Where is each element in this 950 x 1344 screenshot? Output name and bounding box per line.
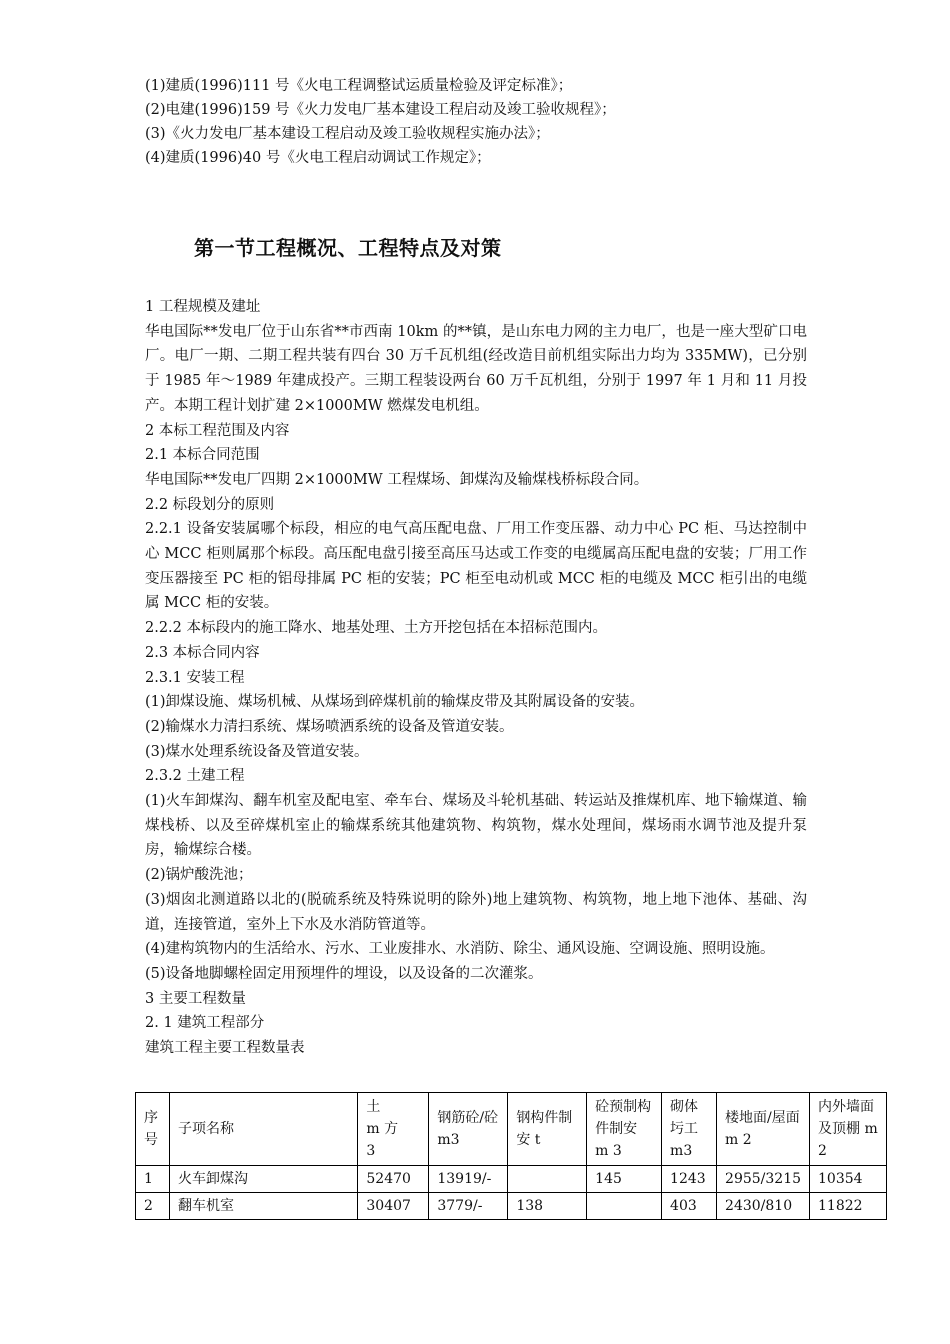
table-cell: 翻车机室 (169, 1193, 357, 1220)
column-header: 序号 (136, 1093, 170, 1166)
table-cell: 火车卸煤沟 (169, 1166, 357, 1193)
body-text (145, 295, 807, 1061)
subheading: 2.3 本标合同内容 (145, 644, 260, 661)
list-item: (3)烟囱北测道路以北的(脱硫系统及特殊说明的除外)地上建筑物、构筑物，地上地下池体、基础、沟道，连接管道，室外上下水及水消防管道等。 (145, 891, 807, 933)
table-caption: 建筑工程主要工程数量表 (145, 1040, 305, 1057)
table-cell: 2 (136, 1193, 170, 1220)
table-cell: 1 (136, 1166, 170, 1193)
list-item: (5)设备地脚螺栓固定用预埋件的埋设，以及设备的二次灌浆。 (145, 965, 543, 982)
table-cell (587, 1193, 662, 1220)
reference-list (145, 74, 616, 170)
list-item: (2)输煤水力清扫系统、煤场喷洒系统的设备及管道安装。 (145, 718, 514, 735)
paragraph: 2.2.2 本标段内的施工降水、地基处理、土方开挖包括在本招标范围内。 (145, 620, 608, 637)
list-item: (2)锅炉酸洗池； (145, 867, 253, 884)
quantity-table (135, 1092, 887, 1220)
table-cell: 1243 (662, 1166, 717, 1193)
subheading: 2.3.1 安装工程 (145, 669, 245, 686)
table-row (136, 1193, 887, 1220)
table-cell: 403 (662, 1193, 717, 1220)
list-item: (1)火车卸煤沟、翻车机室及配电室、牵车台、煤场及斗轮机基础、转运站及推煤机库、地下输煤道、输煤栈桥、以及至碎煤机室止的输煤系统其他建筑物、构筑物，煤水处理间，煤场雨水调节池及提升泵房，输煤综合楼。 (145, 793, 807, 859)
table-cell: 3779/- (429, 1193, 508, 1220)
reference-item: (3)《火力发电厂基本建设工程启动及竣工验收规程实施办法》； (145, 126, 550, 142)
subheading: 3 主要工程数量 (145, 990, 246, 1007)
paragraph: 2.2.1 设备安装属哪个标段，相应的电气高压配电盘、厂用工作变压器、动力中心 PC 柜、马达控制中心 MCC 柜则属那个标段。高压配电盘引接至高压马达或工作变的电缆属高压配电盘的安装；厂用工作变压器接至 PC 柜的铝母排属 PC 柜的安装；PC 柜至电动机或 MCC 柜的电缆及 MCC 柜引出的电缆属 MCC 柜的安装。 (145, 521, 807, 612)
table-cell: 52470 (358, 1166, 429, 1193)
column-header: 子项名称 (169, 1093, 357, 1166)
table-cell: 30407 (358, 1193, 429, 1220)
reference-item: (4)建质(1996)40 号《火电工程启动调试工作规定》； (145, 150, 491, 166)
subheading: 1 工程规模及建址 (145, 299, 261, 315)
table-cell: 10354 (810, 1166, 887, 1193)
column-header: 钢构件制安 t (508, 1093, 587, 1166)
reference-item: (2)电建(1996)159 号《火力发电厂基本建设工程启动及竣工验收规程》； (145, 102, 616, 118)
table-cell: 138 (508, 1193, 587, 1220)
list-item: (1)卸煤设施、煤场机械、从煤场到碎煤机前的输煤皮带及其附属设备的安装。 (145, 694, 645, 711)
paragraph: 华电国际**发电厂位于山东省**市西南 10km 的**镇，是山东电力网的主力电厂，也是一座大型矿口电厂。电厂一期、二期工程共装有四台 30 万千瓦机组(经改造目前机组实际出力均为 335MW)，已分别于 1985 年～1989 年建成投产。三期工程装设两台 60 万千瓦机组，分别于 1997 年 1 月和 11 月投产。本期工程计划扩建 2×1000MW 燃煤发电机组。 (145, 323, 807, 414)
table-cell (508, 1166, 587, 1193)
column-header: 楼地面/屋面 m 2 (717, 1093, 810, 1166)
column-header: 钢筋砼/砼 m3 (429, 1093, 508, 1166)
paragraph: 华电国际**发电厂四期 2×1000MW 工程煤场、卸煤沟及输煤栈桥标段合同。 (145, 471, 649, 488)
subheading: 2.3.2 土建工程 (145, 768, 245, 785)
subheading: 2.1 本标合同范围 (145, 447, 260, 464)
table-cell: 2955/3215 (717, 1166, 810, 1193)
list-item: (4)建构筑物内的生活给水、污水、工业废排水、水消防、除尘、通风设施、空调设施、照明设施。 (145, 941, 775, 958)
section-title: 第一节工程概况、工程特点及对策 (194, 236, 502, 260)
column-header: 内外墙面及顶棚 m 2 (810, 1093, 887, 1166)
column-header: 土 m 方 3 (358, 1093, 429, 1166)
subheading: 2 本标工程范围及内容 (145, 422, 290, 439)
reference-item: (1)建质(1996)111 号《火电工程调整试运质量检验及评定标准》； (145, 78, 573, 94)
table-row (136, 1166, 887, 1193)
list-item: (3)煤水处理系统设备及管道安装。 (145, 743, 369, 760)
column-header: 砼预制构件制安 m 3 (587, 1093, 662, 1166)
column-header: 砌体圬工 m3 (662, 1093, 717, 1166)
table-cell: 2430/810 (717, 1193, 810, 1220)
table-header-row (136, 1093, 887, 1166)
table-cell: 13919/- (429, 1166, 508, 1193)
subheading: 2.2 标段划分的原则 (145, 496, 275, 513)
subheading: 2. 1 建筑工程部分 (145, 1015, 265, 1032)
table-cell: 145 (587, 1166, 662, 1193)
table-cell: 11822 (810, 1193, 887, 1220)
